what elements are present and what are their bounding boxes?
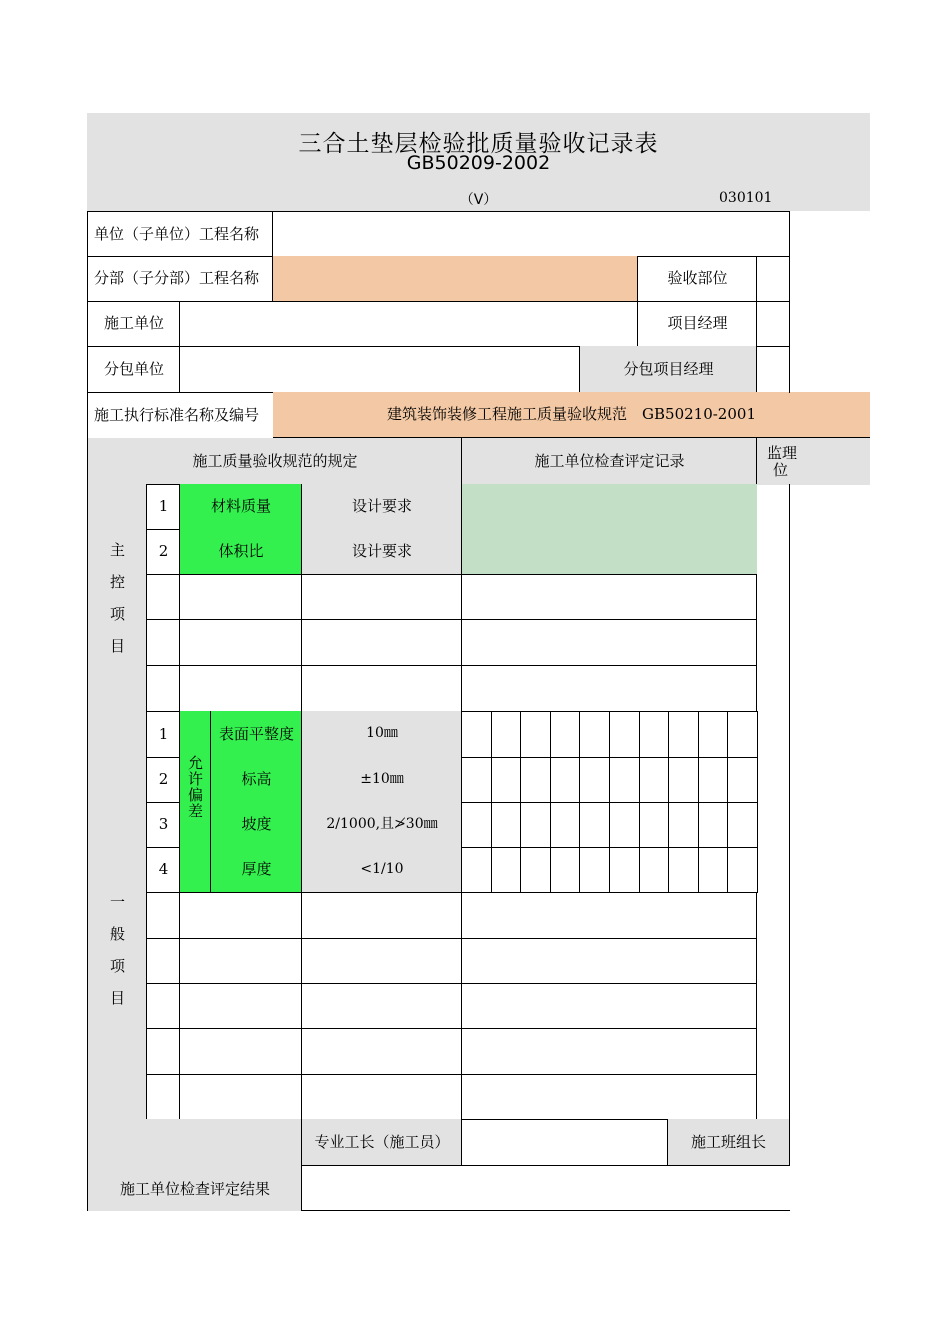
general-item-4-req: <1/10 bbox=[301, 847, 462, 893]
main-item-2-no: 2 bbox=[146, 529, 180, 575]
form-header bbox=[87, 113, 870, 211]
measurement-cell[interactable] bbox=[550, 711, 581, 758]
measurement-cell[interactable] bbox=[491, 847, 522, 893]
constructor-label: 施工单位 bbox=[87, 301, 180, 347]
measurement-cell[interactable] bbox=[579, 847, 610, 893]
general-item-1-name: 表面平整度 bbox=[210, 711, 302, 758]
main-items-label: 主 控 项 目 bbox=[87, 484, 147, 712]
measurement-cell[interactable] bbox=[491, 757, 522, 803]
measurement-cell[interactable] bbox=[579, 711, 610, 758]
measurement-cell[interactable] bbox=[698, 847, 729, 893]
measurement-cell[interactable] bbox=[668, 711, 699, 758]
sub-project-label: 分部（子分部）工程名称 bbox=[87, 256, 273, 302]
measurement-cell[interactable] bbox=[520, 757, 551, 803]
general-empty-record[interactable] bbox=[461, 1028, 757, 1075]
main-empty-req[interactable] bbox=[301, 665, 462, 712]
team-leader-label: 施工班组长 bbox=[667, 1119, 790, 1166]
measurement-cell[interactable] bbox=[550, 802, 581, 848]
measurement-cell[interactable] bbox=[727, 847, 758, 893]
main-empty-no bbox=[146, 665, 180, 712]
general-empty-no bbox=[146, 938, 180, 984]
supervisor-header-part1: 监理 bbox=[767, 443, 798, 462]
main-empty-req[interactable] bbox=[301, 574, 462, 620]
sub-project-manager-label: 分包项目经理 bbox=[579, 346, 757, 393]
result-field[interactable] bbox=[301, 1165, 790, 1211]
main-empty-no bbox=[146, 619, 180, 666]
record-column-header: 施工单位检查评定记录 bbox=[461, 438, 757, 485]
supervisor-column-header bbox=[756, 438, 870, 485]
measurement-cell[interactable] bbox=[491, 711, 522, 758]
measurement-cell[interactable] bbox=[639, 711, 670, 758]
main-item-1-record[interactable] bbox=[461, 484, 757, 530]
unit-project-field[interactable] bbox=[272, 211, 790, 257]
general-item-1-no: 1 bbox=[146, 711, 180, 758]
general-empty-req[interactable] bbox=[301, 892, 462, 939]
general-item-4-name: 厚度 bbox=[210, 847, 302, 893]
measurement-cell[interactable] bbox=[639, 847, 670, 893]
measurement-cell[interactable] bbox=[609, 711, 640, 758]
main-empty-record[interactable] bbox=[461, 619, 757, 666]
general-item-2-name: 标高 bbox=[210, 757, 302, 803]
standard-value: 建筑装饰装修工程施工质量验收规范 GB50210-2001 bbox=[273, 392, 870, 438]
measurement-cell[interactable] bbox=[698, 802, 729, 848]
main-empty-record[interactable] bbox=[461, 665, 757, 712]
measurement-cell[interactable] bbox=[520, 847, 551, 893]
project-manager-label: 项目经理 bbox=[637, 301, 757, 347]
general-empty-req[interactable] bbox=[301, 1028, 462, 1075]
measurement-cell[interactable] bbox=[698, 757, 729, 803]
main-empty-name[interactable] bbox=[179, 574, 302, 620]
acceptance-part-label: 验收部位 bbox=[637, 256, 757, 302]
general-empty-no bbox=[146, 983, 180, 1029]
general-empty-record[interactable] bbox=[461, 1074, 757, 1120]
measurement-cell[interactable] bbox=[609, 802, 640, 848]
right-border-body bbox=[789, 484, 790, 1120]
general-item-3-no: 3 bbox=[146, 802, 180, 848]
spec-column-header: 施工质量验收规范的规定 bbox=[87, 438, 462, 485]
result-label: 施工单位检查评定结果 bbox=[119, 1180, 270, 1199]
general-empty-no bbox=[146, 1074, 180, 1120]
measurement-cell[interactable] bbox=[461, 757, 492, 803]
main-empty-name[interactable] bbox=[179, 665, 302, 712]
foreman-field[interactable] bbox=[461, 1119, 668, 1166]
project-manager-field[interactable] bbox=[756, 301, 790, 347]
measurement-cell[interactable] bbox=[727, 711, 758, 758]
right-border-top bbox=[789, 211, 790, 393]
measurement-cell[interactable] bbox=[668, 847, 699, 893]
foreman-label: 专业工长（施工员） bbox=[301, 1119, 462, 1166]
main-item-2-req: 设计要求 bbox=[301, 529, 462, 575]
measurement-cell[interactable] bbox=[550, 757, 581, 803]
main-item-1-name: 材料质量 bbox=[179, 484, 302, 530]
subcontractor-field[interactable] bbox=[179, 346, 580, 393]
general-items-label: 一 般 项 目 bbox=[87, 711, 147, 1120]
subcontractor-label: 分包单位 bbox=[87, 346, 180, 393]
main-empty-no bbox=[146, 574, 180, 620]
general-empty-req[interactable] bbox=[301, 1074, 462, 1120]
general-empty-name[interactable] bbox=[179, 983, 302, 1029]
general-item-3-name: 坡度 bbox=[210, 802, 302, 848]
general-empty-req[interactable] bbox=[301, 983, 462, 1029]
main-empty-req[interactable] bbox=[301, 619, 462, 666]
measurement-cell[interactable] bbox=[550, 847, 581, 893]
general-empty-name[interactable] bbox=[179, 1028, 302, 1075]
measurement-cell[interactable] bbox=[461, 802, 492, 848]
measurement-cell[interactable] bbox=[461, 847, 492, 893]
main-item-1-req: 设计要求 bbox=[301, 484, 462, 530]
general-empty-record[interactable] bbox=[461, 983, 757, 1029]
general-empty-no bbox=[146, 1028, 180, 1075]
form-standard-code: GB50209-2002 bbox=[406, 152, 551, 174]
result-label-block bbox=[87, 1119, 302, 1211]
general-empty-record[interactable] bbox=[461, 892, 757, 939]
measurement-cell[interactable] bbox=[609, 757, 640, 803]
measurement-cell[interactable] bbox=[668, 802, 699, 848]
general-item-3-req: 2/1000,且≯30㎜ bbox=[301, 802, 462, 848]
form-title: 三合土垫层检验批质量验收记录表 bbox=[298, 131, 659, 157]
measurement-cell[interactable] bbox=[668, 757, 699, 803]
general-empty-record[interactable] bbox=[461, 938, 757, 984]
main-empty-name[interactable] bbox=[179, 619, 302, 666]
measurement-cell[interactable] bbox=[727, 757, 758, 803]
general-item-2-no: 2 bbox=[146, 757, 180, 803]
measurement-cell[interactable] bbox=[461, 711, 492, 758]
main-item-1-no: 1 bbox=[146, 484, 180, 530]
main-empty-record[interactable] bbox=[461, 574, 757, 620]
general-empty-name[interactable] bbox=[179, 1074, 302, 1120]
general-empty-req[interactable] bbox=[301, 938, 462, 984]
form-roman-numeral: （Ⅴ） bbox=[459, 192, 498, 208]
general-empty-name[interactable] bbox=[179, 938, 302, 984]
main-item-2-name: 体积比 bbox=[179, 529, 302, 575]
measurement-cell[interactable] bbox=[639, 802, 670, 848]
measurement-cell[interactable] bbox=[579, 802, 610, 848]
standard-label: 施工执行标准名称及编号 bbox=[87, 392, 273, 439]
supervisor-header-part2: 位 bbox=[773, 460, 789, 479]
sub-project-field[interactable] bbox=[272, 256, 638, 302]
measurement-cell[interactable] bbox=[520, 802, 551, 848]
constructor-field[interactable] bbox=[179, 301, 638, 347]
supervisor-column-body[interactable] bbox=[756, 484, 790, 1120]
measurement-cell[interactable] bbox=[520, 711, 551, 758]
acceptance-part-field[interactable] bbox=[756, 256, 790, 302]
measurement-cell[interactable] bbox=[579, 757, 610, 803]
form-number: 030101 bbox=[719, 190, 773, 206]
general-item-2-req: ±10㎜ bbox=[301, 757, 462, 803]
measurement-cell[interactable] bbox=[609, 847, 640, 893]
main-item-2-record[interactable] bbox=[461, 529, 757, 575]
measurement-cell[interactable] bbox=[727, 802, 758, 848]
measurement-cell[interactable] bbox=[698, 711, 729, 758]
general-empty-no bbox=[146, 892, 180, 939]
general-empty-name[interactable] bbox=[179, 892, 302, 939]
measurement-cell[interactable] bbox=[639, 757, 670, 803]
sub-project-manager-field[interactable] bbox=[756, 346, 790, 393]
measurement-cell[interactable] bbox=[491, 802, 522, 848]
general-item-1-req: 10㎜ bbox=[301, 711, 462, 758]
tolerance-label: 允 许 偏 差 bbox=[179, 711, 211, 893]
unit-project-label: 单位（子单位）工程名称 bbox=[87, 211, 273, 257]
general-item-4-no: 4 bbox=[146, 847, 180, 893]
